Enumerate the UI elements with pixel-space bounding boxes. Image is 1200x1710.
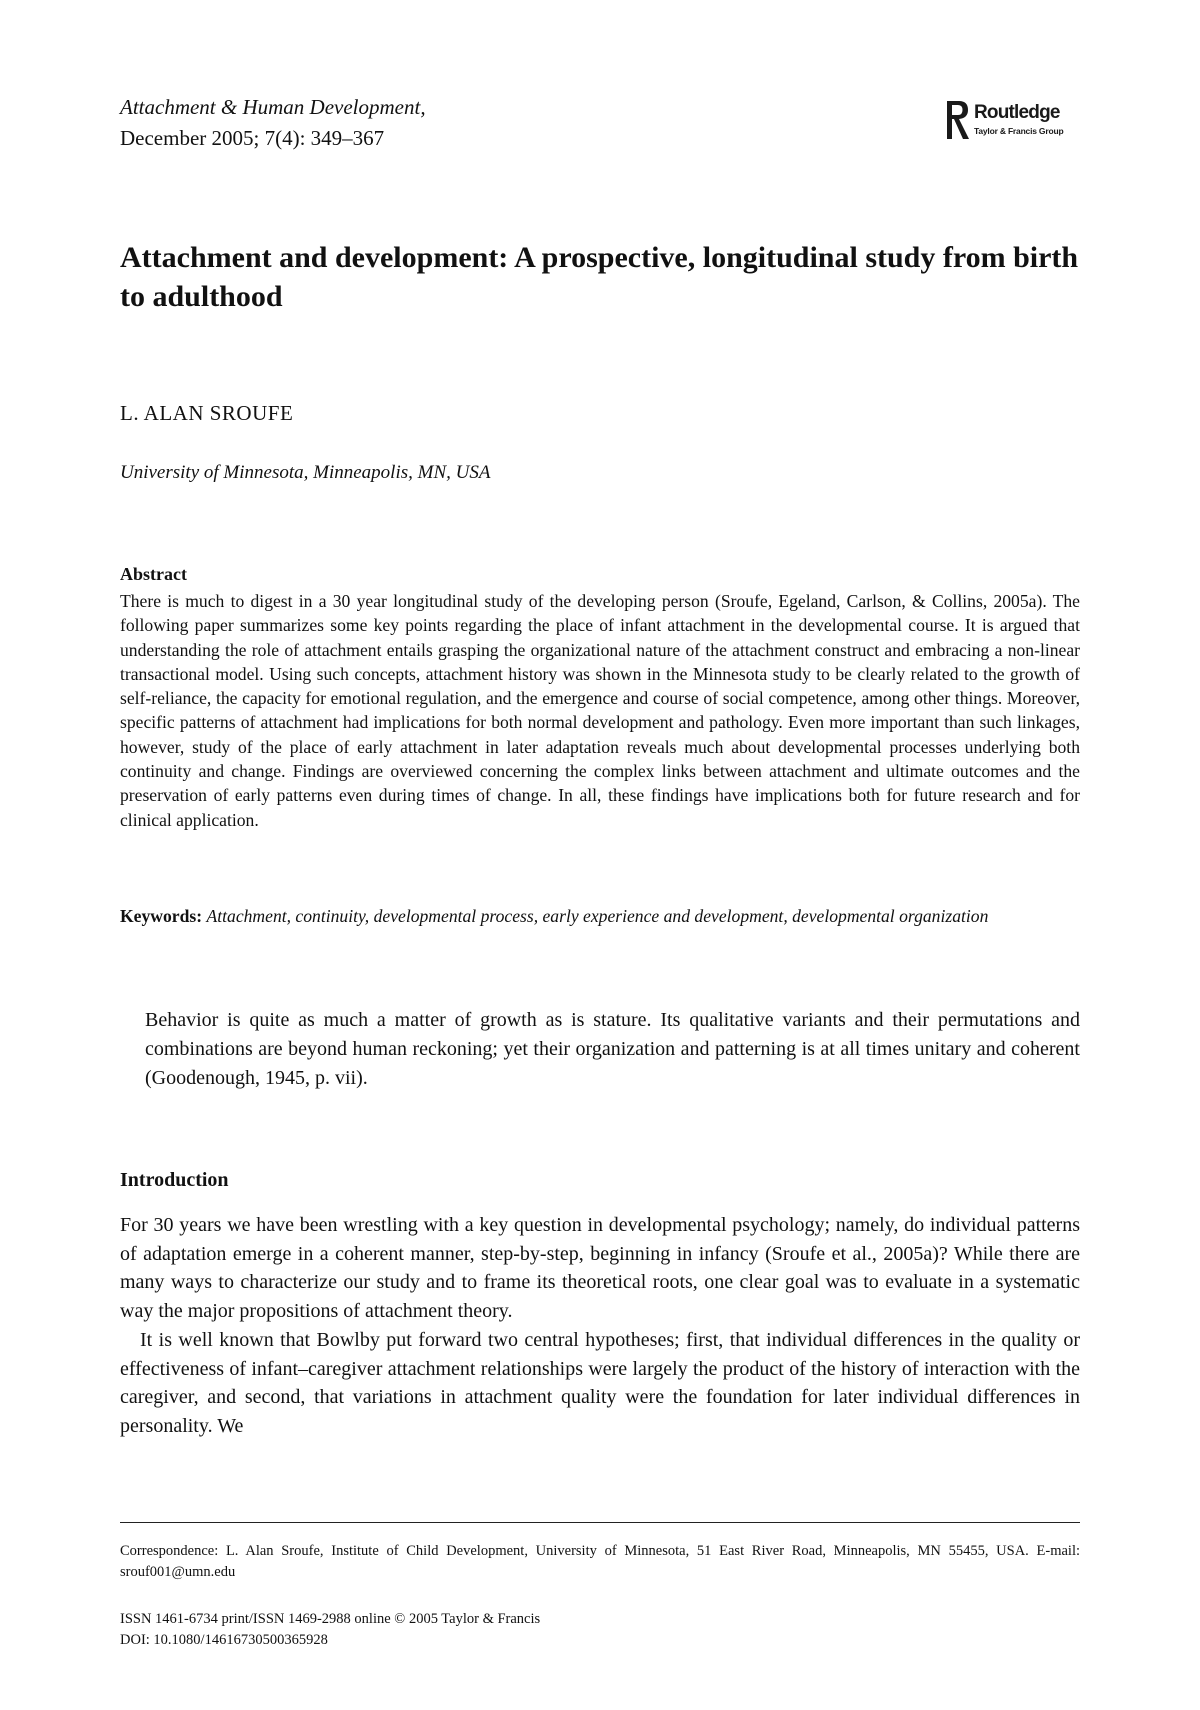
paragraph: For 30 years we have been wrestling with a key question in developmental psychology; namely, do individual patterns of adaptation emerge in a coherent manner, step-by-step, beginning in infancy (Sroufe et al., 2005a)? While there are many ways to characterize our study and to frame its theoretical roots, one clear goal was to evaluate in a systematic way the major propositions of attachment theory. (120, 1214, 1080, 1323)
keywords-label: Keywords: (120, 906, 203, 926)
issn-line: ISSN 1461-6734 print/ISSN 1469-2988 online © 2005 Taylor & Francis (120, 1611, 541, 1627)
author-affiliation: University of Minnesota, Minneapolis, MN, USA (120, 462, 491, 483)
keywords (120, 904, 1080, 928)
introduction-heading: Introduction (120, 1169, 229, 1191)
epigraph-quote: Behavior is quite as much a matter of growth as is stature. Its qualitative variants and their permutations and combinations are beyond human reckoning; yet their organization and patterning is at all times unitary and coherent (Goodenough, 1945, p. vii). (145, 1009, 1080, 1089)
keywords-list: Attachment, continuity, developmental process, early experience and development, developmental organization (206, 906, 989, 926)
journal-name: Attachment & Human Development, (120, 95, 426, 119)
publication-info (120, 1609, 540, 1651)
routledge-r-logo-icon (946, 100, 970, 140)
doi-line: DOI: 10.1080/14616730500365928 (120, 1632, 328, 1648)
publisher-subtitle: Taylor & Francis Group (974, 126, 1064, 136)
paragraph: It is well known that Bowlby put forward two central hypotheses; first, that individual differences in the quality or effectiveness of infant–caregiver attachment relationships were largely the product of the history of interaction with the caregiver, and second, that variations in attachment quality were the foundation for later individual differences in personality. We (120, 1328, 1080, 1437)
abstract-heading: Abstract (120, 564, 187, 584)
publisher-logo (946, 100, 1086, 144)
journal-issue: December 2005; 7(4): 349–367 (120, 126, 385, 150)
footnote-divider (120, 1522, 1080, 1523)
author-name: L. ALAN SROUFE (120, 401, 294, 425)
publisher-name: Routledge (974, 102, 1060, 123)
abstract-text: There is much to digest in a 30 year longitudinal study of the developing person (Sroufe, Egeland, Carlson, & Collins, 2005a). The following paper summarizes some key points regarding the place of infant attachment in the developmental course. It is argued that understanding the role of attachment entails grasping the organizational nature of the attachment construct and embracing a non-linear transactional model. Using such concepts, attachment history was shown in the Minnesota study to be clearly related to the growth of self-reliance, the capacity for emotional regulation, and the emergence and course of social competence, among other things. Moreover, specific patterns of attachment had implications for both normal development and pathology. Even more important than such linkages, however, study of the place of early attachment in later adaptation reveals much about developmental processes underlying both continuity and change. Findings are overviewed concerning the complex links between attachment and ultimate outcomes and the preservation of early patterns even during times of change. In all, these findings have implications both for future research and for clinical application. (120, 591, 1080, 830)
article-title: Attachment and development: A prospective, longitudinal study from birth to adulthood (120, 241, 1079, 313)
introduction-body (120, 1211, 1080, 1441)
correspondence-footnote: Correspondence: L. Alan Sroufe, Institute of Child Development, University of Minnesota, 51 East River Road, Minneapolis, MN 55455, USA. E-mail: srouf001@umn.edu (120, 1543, 1080, 1580)
journal-citation (120, 92, 426, 154)
